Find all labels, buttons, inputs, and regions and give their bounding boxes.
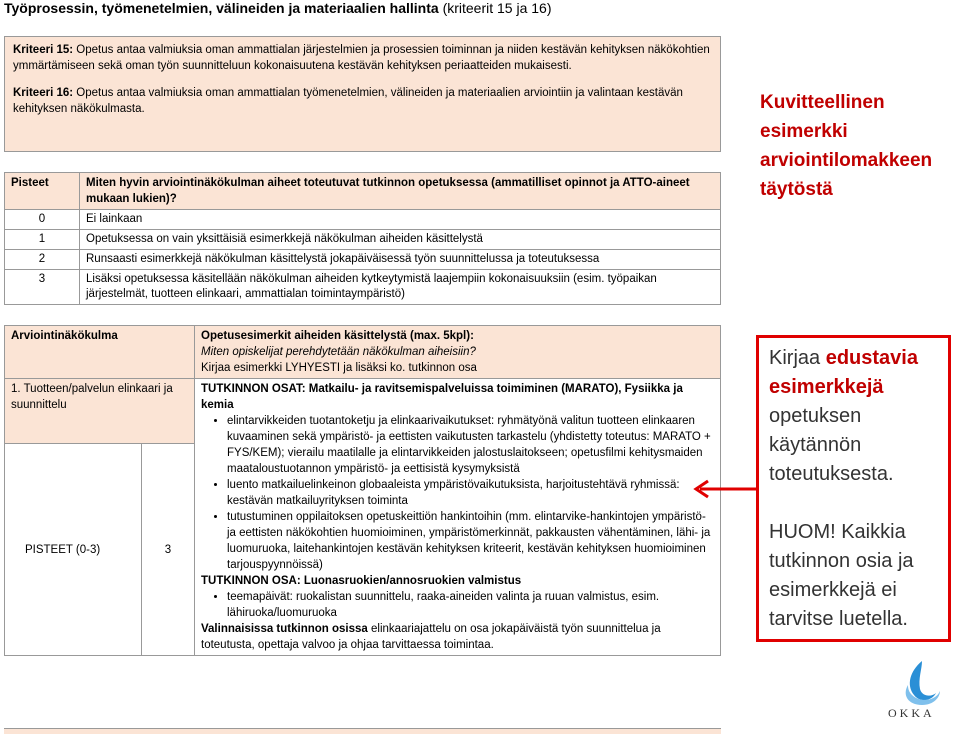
criteria-box — [4, 36, 721, 152]
page-title — [4, 0, 552, 16]
assessment-perspective: 1. Tuotteen/palvelun elinkaari ja suunnittelu — [5, 379, 195, 444]
list-item: • luento matkailuelinkeinon globaaleista ympäristövaikutuksista, harjoitustehtävä ryhmissä: kestävän matkailuyrityksen toiminta — [227, 477, 714, 509]
instruction-note — [756, 335, 951, 642]
header-right-instruction: Kirjaa esimerkki LYHYESTI ja lisäksi ko. tutkinnon osa — [201, 362, 477, 374]
scoring-table — [4, 172, 721, 305]
note-paragraph-1 — [769, 344, 938, 489]
section2-title: TUTKINNON OSA: Luonasruokien/annosruokien valmistus — [201, 575, 522, 587]
scoring-text: Ei lainkaan — [80, 210, 721, 230]
scoring-points: 2 — [5, 250, 80, 270]
scoring-header-row — [5, 173, 721, 210]
side-title: Kuvitteellinen esimerkki arviointilomakkeen täytöstä — [760, 92, 933, 200]
note-text: opetuksen käytännön toteutuksesta. — [769, 405, 894, 485]
criterion-15-label: Kriteeri 15: — [13, 44, 74, 56]
header-right-title: Opetusesimerkit aiheiden käsittelystä (max. 5kpl): — [201, 330, 474, 342]
points-value: 3 — [142, 444, 195, 656]
scoring-points: 0 — [5, 210, 80, 230]
header-right-question: Miten opiskelijat perehdytetään näkökulman aiheisiin? — [201, 346, 476, 358]
criterion-16-label: Kriteeri 16: — [13, 87, 74, 99]
list-item: • teemapäivät: ruokalistan suunnittelu, raaka-aineiden valinta ja ruuan valmistus, esim. lähiruoka/luomuruoka — [227, 589, 714, 621]
scoring-text: Runsaasti esimerkkejä näkökulman käsittelystä jokapäiväisessä työn suunnittelussa ja toteutuksessa — [80, 250, 721, 270]
scoring-points: 3 — [5, 270, 80, 305]
assessment-row — [5, 379, 721, 444]
points-label: PISTEET (0-3) — [5, 444, 142, 656]
section3-bold: Valinnaisissa tutkinnon osissa — [201, 623, 368, 635]
scoring-row — [5, 210, 721, 230]
scoring-header-question: Miten hyvin arviointinäkökulman aiheet toteutuvat tutkinnon opetuksessa (ammatilliset opinnot ja ATTO-aineet mukaan lukien)? — [80, 173, 721, 210]
note-text: Kirjaa — [769, 347, 826, 369]
logo-text: OKKA — [888, 706, 935, 720]
section2-list — [201, 589, 714, 621]
list-item: • elintarvikkeiden tuotantoketju ja elinkaarivaikutukset: ryhmätyönä valitun tuotteen elinkaaren kuvaaminen sekä ympäristö- ja eettisten vaikutusten tarkastelu (yhdistetty toteutus: MARATO + FYS/KEM); vierailu maatilalle ja elintarvikkeiden jalostuslaitokseen; opetusfilmi kehitysmaiden maataloustuotannon ympäristö- ja eettisistä kysymyksistä — [227, 413, 714, 477]
scoring-row — [5, 250, 721, 270]
criterion-16-text: Opetus antaa valmiuksia oman ammattialan työmenetelmien, välineiden ja materiaalien arviointiin ja valintaan kestävän kehityksen näkökulmasta. — [13, 87, 683, 115]
note-highlight: edustavia esimerkkejä — [769, 347, 918, 398]
left-arrow-icon — [692, 478, 758, 500]
assessment-examples — [195, 379, 721, 656]
scoring-points: 1 — [5, 230, 80, 250]
section3 — [201, 621, 714, 653]
list-item: • tutustuminen oppilaitoksen opetuskeittiön hankintoihin (mm. elintarvike-hankintojen ympäristö- ja eettisten näkökohtien huomioiminen, ympäristömerkinnät, pakkausten vähentäminen, lähi- ja luomuruoka, laitehankintojen kestävän kehityksen kriteerit, kestävän kehityksen huomioiminen tarjouspyynnöissä) — [227, 509, 714, 573]
scoring-row — [5, 230, 721, 250]
title-sub: (kriteerit 15 ja 16) — [442, 0, 552, 16]
assessment-header-right — [195, 326, 721, 379]
assessment-table — [4, 325, 721, 656]
scoring-text: Opetuksessa on vain yksittäisiä esimerkkejä näkökulman aiheiden käsittelystä — [80, 230, 721, 250]
criterion-15-text: Opetus antaa valmiuksia oman ammattialan järjestelmien ja prosessien toiminnan ja niiden kestävän kehityksen näkökohtien ymmärtämiseen sekä oman työn suunnitteluun kokonaisuutena kestävän kehityksen periaatteiden mukaisesti. — [13, 44, 710, 72]
title-main: Työprosessin, työmenetelmien, välineiden ja materiaalien hallinta — [4, 0, 439, 16]
scoring-header-points: Pisteet — [5, 173, 80, 210]
note-paragraph-2: HUOM! Kaikkia tutkinnon osia ja esimerkkejä ei tarvitse luetella. — [769, 521, 914, 630]
section1-list — [201, 413, 714, 573]
section1-title: TUTKINNON OSAT: Matkailu- ja ravitsemispalveluissa toimiminen (MARATO), Fysiikka ja kemia — [201, 383, 683, 411]
table-bottom-strip — [4, 728, 721, 734]
scoring-text: Lisäksi opetuksessa käsitellään näkökulman aiheiden kytkeytymistä laajempiin kokonaisuuksiin (esim. työpaikan järjestelmät, tuotteen elinkaari, ammattialan toimintaympäristö) — [80, 270, 721, 305]
scoring-row — [5, 270, 721, 305]
assessment-header-left: Arviointinäkökulma — [5, 326, 195, 379]
assessment-header-row — [5, 326, 721, 379]
section3-text: elinkaariajattelu on osa jokapäiväistä työn suunnittelua ja toteutusta, opettaja valvoo ja ohjaa tarvittaessa toimintaa. — [201, 623, 661, 651]
